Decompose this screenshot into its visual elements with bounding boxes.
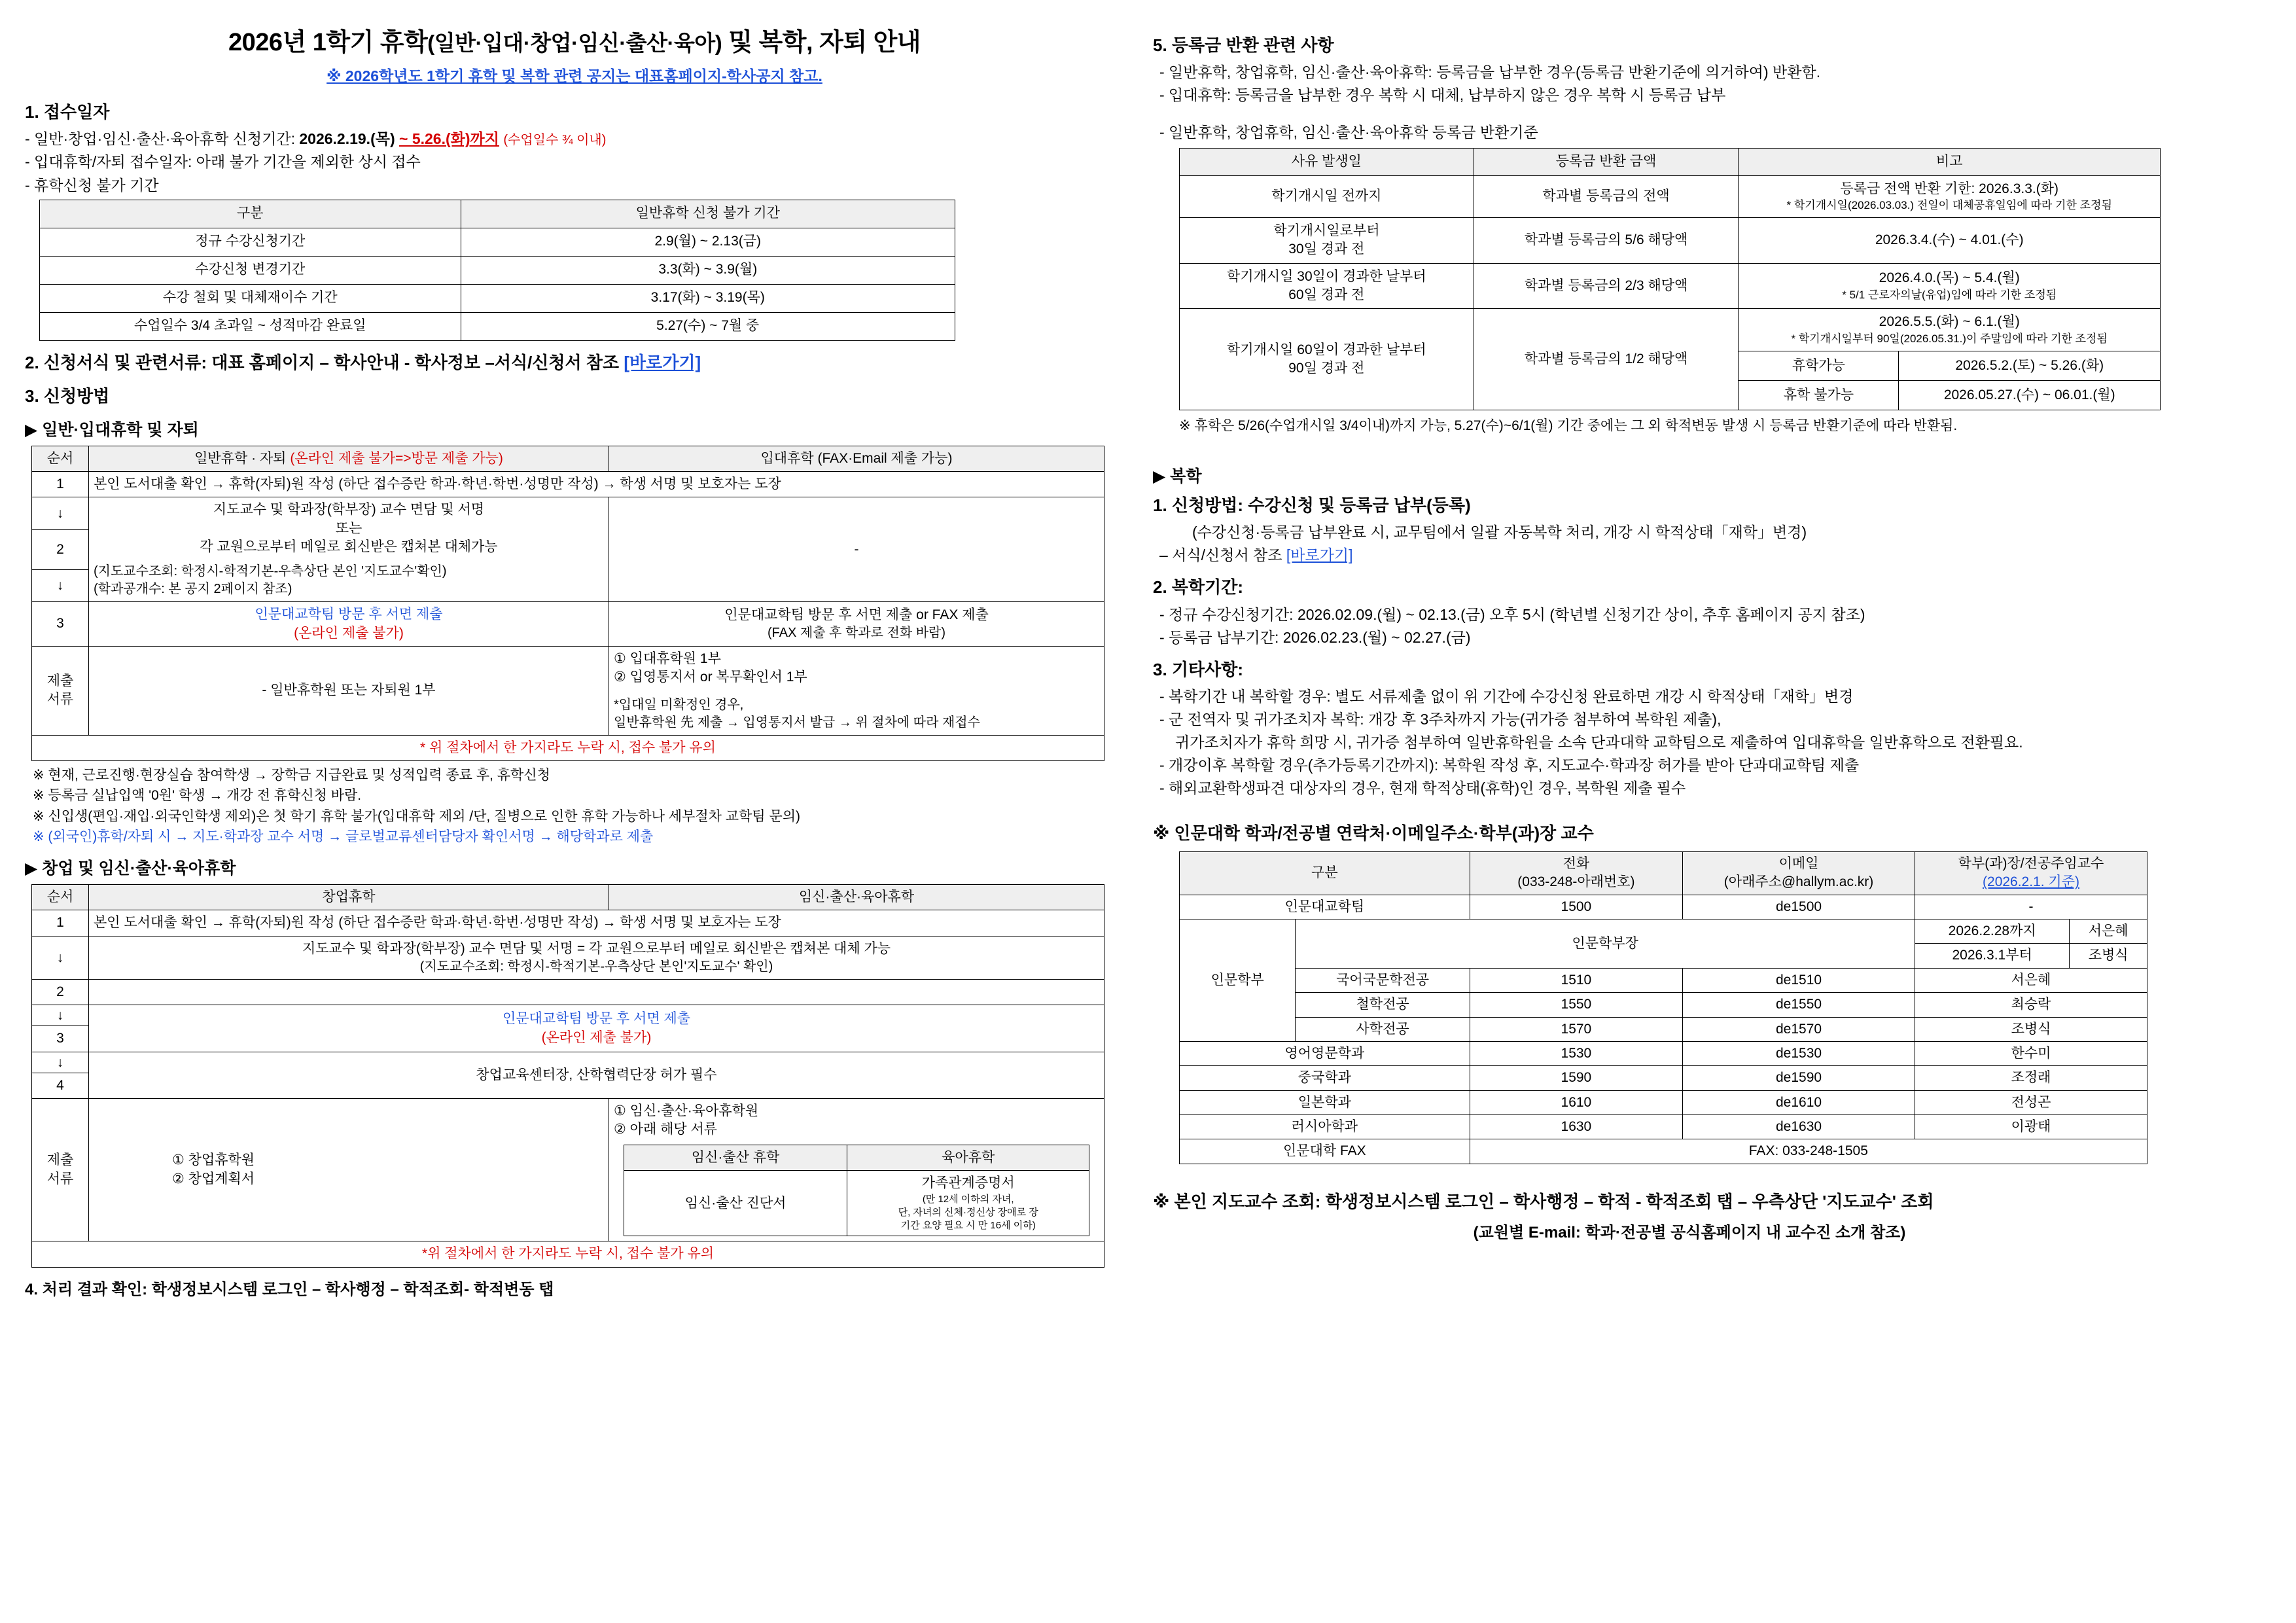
s6-n1-title: 1. 신청방법: 수강신청 및 등록금 납부(등록): [1153, 495, 1471, 516]
cell-tel: 1570: [1470, 1017, 1682, 1041]
order-3: 3: [32, 1026, 89, 1052]
col-division: 구분: [1180, 852, 1470, 895]
leave-impossible-label: 휴학 불가능: [1739, 381, 1899, 410]
col-chair-sub: (2026.2.1. 기준): [1983, 874, 2079, 890]
table-row: [1180, 1090, 2147, 1115]
submit-right-2: ② 입영통지서 or 복무확인서 1부: [614, 669, 807, 685]
section-5-heading: 5. 등록금 반환 관련 사항: [1153, 35, 1334, 55]
cell-fax: FAX: 033-248-1505: [1470, 1139, 2147, 1164]
s6-n2-title: 2. 복학기간:: [1153, 577, 1244, 597]
left-column: [25, 22, 1124, 1300]
table-header-row: [1180, 852, 2147, 895]
cell-chair: -: [1915, 895, 2147, 919]
cell-email: de1530: [1683, 1041, 1915, 1065]
cell-email: de1550: [1683, 993, 1915, 1017]
table-header-row: [40, 200, 955, 228]
col-military: 입대휴학 (FAX·Email 제출 가능): [609, 446, 1104, 471]
s6-n3-item-5: - 해외교환학생파견 대상자의 경우, 현재 학적상태(휴학)인 경우, 복학원 제출 필수: [1159, 779, 1686, 796]
s1-l1-label: - 일반·창업·임신·출산·육아휴학 신청기간:: [25, 130, 295, 148]
cell-chair: 이광태: [1915, 1115, 2147, 1139]
cell-chair-name-1: 서은혜: [2070, 919, 2147, 944]
table-row: [32, 471, 1104, 497]
table-row: [32, 936, 1104, 979]
cell-email: de1590: [1683, 1066, 1915, 1090]
s6-n1-sub: (수강신청·등록금 납부완료 시, 교무팀에서 일괄 자동복학 처리, 개강 시 학적상태「재학」변경): [1192, 524, 1807, 541]
col-email-sub: (아래주소@hallym.ac.kr): [1723, 874, 1874, 890]
cell-remark-split: [1739, 380, 2161, 410]
s1-l1-note: (수업일수 ¾ 이내): [503, 133, 607, 148]
s5-line-2: - 입대휴학: 등록금을 납부한 경우 복학 시 대체, 납부하지 않은 경우 복학 시 등록금 납부: [1159, 86, 1726, 104]
order-arrow: ↓: [32, 569, 89, 602]
cell-chair: 서은혜: [1915, 968, 2147, 992]
col-maternity: 임신·출산·육아휴학: [609, 885, 1104, 910]
cell-remark: 2026.3.4.(수) ~ 4.01.(수): [1739, 217, 2161, 263]
table-row: [1180, 968, 2147, 992]
section-1-heading: 1. 접수일자: [25, 102, 110, 122]
unavailable-period-table: [39, 200, 955, 341]
remark-main: 2026.4.0.(목) ~ 5.4.(월): [1879, 270, 2020, 286]
col-chair-label: 학부(과)장/전공주임교수: [1958, 856, 2104, 872]
cell-dept: 일본학과: [1180, 1090, 1470, 1115]
s6-n2-a: - 정규 수강신청기간: 2026.02.09.(월) ~ 02.13.(금) 오후 5시 (학년별 신청기간 상이, 추후 홈페이지 공지 참조): [1159, 605, 1865, 623]
cell-dept: 영어영문학과: [1180, 1041, 1470, 1065]
cell-period: 3.3(화) ~ 3.9(월): [461, 256, 955, 284]
col-startup: 창업휴학: [89, 885, 609, 910]
table-row: [1739, 381, 2160, 410]
submit-startup-1: ① 창업휴학원: [172, 1152, 255, 1168]
table-row: [32, 1241, 1104, 1267]
cell-dept: 국어국문학전공: [1296, 968, 1470, 992]
order-arrow: ↓: [32, 1005, 89, 1026]
step-2-desc: [89, 936, 1104, 979]
col-general-note: (온라인 제출 불가=>방문 제출 가능): [290, 450, 503, 466]
cell-email: de1570: [1683, 1017, 1915, 1041]
cell-chair: 최승락: [1915, 993, 2147, 1017]
step-3-b: (온라인 제출 불가): [541, 1029, 652, 1045]
table-row: [40, 228, 955, 256]
cell-period: 2.9(월) ~ 2.13(금): [461, 228, 955, 256]
leave-possible-date: 2026.5.2.(토) ~ 5.26.(화): [1955, 357, 2104, 373]
table-row: [1180, 895, 2147, 919]
order-arrow: ↓: [32, 936, 89, 979]
remark-sub: * 5/1 근로자의날(유업)임에 따라 기한 조정됨: [1842, 288, 2057, 301]
step-3-right-2: (FAX 제출 후 학과로 전화 바람): [767, 626, 946, 641]
title-tail: 및 복학, 자퇴 안내: [728, 29, 921, 56]
inner-childcare-4: 기간 요양 필요 시 만 16세 이하): [900, 1220, 1036, 1232]
maternity-doc-inner-table: [624, 1145, 1089, 1236]
table-row: [1180, 919, 2147, 944]
table-row: [32, 602, 1104, 647]
table-row: [1180, 993, 2147, 1017]
inner-childcare-2: (만 12세 이하의 자녀,: [922, 1193, 1014, 1205]
cell-humanities-chair: 인문학부장: [1296, 919, 1915, 969]
step-2-spacer: [89, 980, 1104, 1005]
table-header-row: [1180, 149, 2161, 175]
cell-chair-period-1: 2026.2.28까지: [1915, 919, 2070, 944]
step-2-a: 지도교수 및 학과장(학부장) 교수 면담 및 서명: [213, 502, 485, 518]
table-row: [1180, 1066, 2147, 1090]
cell-tel: 1630: [1470, 1115, 1682, 1139]
step-3-left-2: (온라인 제출 불가): [294, 625, 404, 641]
step-2-a: 지도교수 및 학과장(학부장) 교수 면담 및 서명 = 각 교원으로부터 메일로 회신받은 캡쳐본 대체 가능: [302, 940, 891, 956]
remark-main: 2026.5.5.(화) ~ 6.1.(월): [1879, 314, 2020, 330]
page-title: [25, 26, 1124, 60]
step-2-b: 각 교원으로부터 메일로 회신받은 캡쳐본 대체가능: [200, 539, 498, 554]
s5-line-1: - 일반휴학, 창업휴학, 임신·출산·육아휴학: 등록금을 납부한 경우(등록금 반환기준에 의거하여) 반환함.: [1159, 63, 1821, 81]
step-2-d: (학과공개수: 본 공지 2페이지 참조): [94, 582, 292, 597]
table-row: [40, 284, 955, 312]
col-reason-date: 사유 발생일: [1180, 149, 1474, 175]
cell-div: 수업일수 3/4 초과일 ~ 성적마감 완료일: [40, 312, 461, 340]
col-div: 구분: [40, 200, 461, 228]
s1-line-1: [25, 129, 1124, 149]
step-4-desc: 창업교육센터장, 산학협력단장 허가 필수: [89, 1052, 1104, 1098]
remark-sub: * 학기개시일부터 90일(2026.05.31.)이 주말임에 따라 기한 조정됨: [1791, 332, 2108, 345]
step-3-right: [609, 602, 1104, 647]
col-tel: [1470, 852, 1682, 895]
cell-dept: 인문대교학팀: [1180, 895, 1470, 919]
submit-right-3: *입대일 미확정인 경우,: [614, 697, 744, 712]
s6-n3-item-4: - 개강이후 복학할 경우(추가등록기간까지): 복학원 작성 후, 지도교수·학과장 허가를 받아 단과대교학팀 제출: [1159, 756, 1860, 774]
order-1: 1: [32, 910, 89, 936]
cell-tel: 1590: [1470, 1066, 1682, 1090]
cell-remark: [1739, 263, 2161, 309]
order-3: 3: [32, 602, 89, 647]
table-row: [624, 1171, 1089, 1236]
cell-remark: [1739, 309, 2161, 351]
inner-childcare-doc: [847, 1171, 1089, 1236]
cell-email: de1510: [1683, 968, 1915, 992]
submit-maternity-1: ① 임신·출산·육아휴학원: [614, 1103, 759, 1119]
cell-amount: 학과별 등록금의 1/2 해당액: [1474, 309, 1739, 410]
step-3-a: 인문대교학팀 방문 후 서면 제출: [502, 1011, 691, 1027]
submit-docs-left: [89, 646, 609, 735]
table-row: [32, 735, 1104, 760]
subtitle-note: ※ 2026학년도 1학기 휴학 및 복학 관련 공지는 대표홈페이지-학사공지 참고.: [327, 67, 822, 85]
cell-amount: 학과별 등록금의 5/6 해당액: [1474, 217, 1739, 263]
order-2: 2: [32, 529, 89, 569]
table-row: [1180, 1017, 2147, 1041]
step-1-desc: 본인 도서대출 확인 → 휴학(자퇴)원 작성 (하단 접수증란 학과·학년·학번·성명만 작성) → 학생 서명 및 보호자는 도장: [89, 910, 1104, 936]
table-row: [1180, 263, 2161, 309]
cell-chair: 한수미: [1915, 1041, 2147, 1065]
order-arrow: ↓: [32, 1052, 89, 1073]
s6-form-link[interactable]: [바로가기]: [1286, 546, 1353, 564]
cell-tel: 1550: [1470, 993, 1682, 1017]
col-order: 순서: [32, 446, 89, 471]
s6-n3-title: 3. 기타사항:: [1153, 659, 1244, 679]
submit-startup-2: ② 창업계획서: [172, 1171, 255, 1186]
table-row: [32, 980, 1104, 1005]
cell-dept: 중국학과: [1180, 1066, 1470, 1090]
general-notes: [33, 766, 1124, 846]
submit-docs-label: 제출 서류: [32, 1099, 89, 1241]
cell-amount: 학과별 등록금의 전액: [1474, 175, 1739, 217]
department-contact-table: [1179, 851, 2147, 1164]
table-row: [1180, 309, 2161, 351]
inner-col-childcare: 육아휴학: [847, 1145, 1089, 1170]
col-period: 일반휴학 신청 불가 기간: [461, 200, 955, 228]
cell-dept: 사학전공: [1296, 1017, 1470, 1041]
s7-foot-1: ※ 본인 지도교수 조회: 학생정보시스템 로그인 – 학사행정 – 학적 - 학적조회 탭 – 우측상단 '지도교수' 조회: [1153, 1191, 1934, 1211]
leave-possible-label: 휴학가능: [1739, 351, 1899, 380]
table-row: [40, 312, 955, 340]
s6-n1-form: [1153, 545, 2226, 565]
refund-footnote: ※ 휴학은 5/26(수업개시일 3/4이내)까지 가능, 5.27(수)~6/1(월) 기간 중에는 그 외 학적변동 발생 시 등록금 반환기준에 따라 반환됨.: [1179, 418, 1958, 434]
inner-childcare-1: 가족관계증명서: [921, 1175, 1015, 1191]
s2-link[interactable]: [바로가기]: [624, 352, 701, 372]
col-order: 순서: [32, 885, 89, 910]
cell-dept: 철학전공: [1296, 993, 1470, 1017]
table-row: [1180, 1041, 2147, 1065]
s1-l1-date: 2026.2.19.(목): [299, 130, 395, 148]
s1-line-3: - 휴학신청 불가 기간: [25, 176, 159, 194]
cell-remark: [1739, 175, 2161, 217]
s2-text: 2. 신청서식 및 관련서류: 대표 홈페이지 – 학사안내 - 학사정보 –서식/신청서 참조: [25, 352, 620, 372]
order-2: 2: [32, 980, 89, 1005]
note-3: ※ 신입생(편입·재입·외국인학생 제외)은 첫 학기 휴학 불가(입대휴학 제외 /단, 질병으로 인한 휴학 가능하나 세부절차 교학팀 문의): [33, 808, 801, 824]
note-2: ※ 등록금 실납입액 '0원' 학생 → 개강 전 휴학신청 바람.: [33, 788, 362, 804]
inner-col-birth: 임신·출산 휴학: [624, 1145, 847, 1170]
s3-sub1-heading: ▶ 일반·입대휴학 및 자퇴: [25, 420, 199, 439]
warning-text: * 위 절차에서 한 가지라도 누락 시, 접수 불가 유의: [32, 735, 1104, 760]
s6-n3-item-1: - 복학기간 내 복학할 경우: 별도 서류제출 없이 위 기간에 수강신청 완료하면 개강 시 학적상태「재학」변경: [1159, 687, 1854, 705]
table-row: [1180, 1115, 2147, 1139]
table-row: [1739, 351, 2160, 380]
cell-reason: 학기개시일 60일이 경과한 날부터 90일 경과 전: [1180, 309, 1474, 410]
table-row: [1180, 175, 2161, 217]
cell-email: de1500: [1683, 895, 1915, 919]
s7-foot-2: (교원별 E-mail: 학과·전공별 공식홈페이지 내 교수진 소개 참조): [1473, 1223, 1906, 1241]
cell-tel: 1510: [1470, 968, 1682, 992]
col-chair: [1915, 852, 2147, 895]
right-column: [1153, 22, 2226, 1246]
col-email: [1683, 852, 1915, 895]
cell-div: 수강신청 변경기간: [40, 256, 461, 284]
warning-text: *위 절차에서 한 가지라도 누락 시, 접수 불가 유의: [32, 1241, 1104, 1267]
step-2-c: (지도교수조회: 학정시-학적기본-우측상단 본인 '지도교수'확인): [94, 564, 447, 579]
cell-div: 정규 수강신청기간: [40, 228, 461, 256]
submit-startup: [89, 1099, 609, 1241]
title-paren: (일반·입대·창업·임신·출산·육아): [427, 31, 722, 55]
col-tel-label: 전화: [1563, 856, 1590, 872]
cell-reason: 학기개시일 전까지: [1180, 175, 1474, 217]
cell-reason: 학기개시일로부터 30일 경과 전: [1180, 217, 1474, 263]
cell-chair: 조병식: [1915, 1017, 2147, 1041]
submit-docs-right: [609, 646, 1104, 735]
step-3-desc: [89, 1005, 1104, 1052]
cell-dept: 인문대학 FAX: [1180, 1139, 1470, 1164]
section-3-heading: 3. 신청방법: [25, 385, 110, 406]
s1-line-2: - 입대휴학/자퇴 접수일자: 아래 불가 기간을 제외한 상시 접수: [25, 153, 421, 171]
cell-chair-name-2: 조병식: [2070, 944, 2147, 968]
step-2-right: -: [609, 497, 1104, 602]
cell-dept: 러시아학과: [1180, 1115, 1470, 1139]
inner-birth-doc: 임신·출산 진단서: [624, 1171, 847, 1236]
col-remark: 비고: [1739, 149, 2161, 175]
table-row: [32, 1052, 1104, 1073]
s3-sub2-heading: ▶ 창업 및 임신·출산·육아휴학: [25, 859, 236, 878]
table-row: [1180, 217, 2161, 263]
table-header-row: [32, 885, 1104, 910]
col-general-label: 일반휴학 · 자퇴: [194, 450, 287, 466]
inner-childcare-3: 단, 자녀의 신체·정신상 장애로 장: [898, 1206, 1038, 1218]
startup-maternity-process-table: [31, 884, 1104, 1268]
step-3-left-1: 인문대교학팀 방문 후 서면 제출: [255, 607, 443, 622]
section-7-heading: ※ 인문대학 학과/전공별 연락처·이메일주소·학부(과)장 교수: [1153, 823, 1594, 843]
cell-period: 3.17(화) ~ 3.19(목): [461, 284, 955, 312]
cell-period: 5.27(수) ~ 7월 중: [461, 312, 955, 340]
s1-l1-range: ~ 5.26.(화)까지: [399, 130, 499, 148]
s6-n2-b: - 등록금 납부기간: 2026.02.23.(월) ~ 02.27.(금): [1159, 628, 1471, 646]
cell-tel: 1530: [1470, 1041, 1682, 1065]
section-2-heading: [25, 351, 1124, 374]
cell-group-humanities: 인문학부: [1180, 919, 1296, 1042]
step-2-or: 또는: [335, 520, 362, 536]
table-row: [32, 1005, 1104, 1026]
cell-chair: 조정래: [1915, 1066, 2147, 1090]
submit-right-4: 일반휴학원 先 제출 → 입영통지서 발급 → 위 절차에 따라 재접수: [614, 715, 980, 730]
cell-tel: 1500: [1470, 895, 1682, 919]
refund-criteria-table: [1179, 148, 2161, 410]
leave-impossible-table: [1739, 381, 2160, 410]
remark-sub: * 학기개시일(2026.03.03.) 전일이 대체공휴일임에 따라 기한 조정됨: [1786, 198, 2112, 211]
step-3-right-1: 인문대교학팀 방문 후 서면 제출 or FAX 제출: [724, 607, 989, 622]
submit-docs-label: 제출 서류: [32, 646, 89, 735]
cell-remark-split: [1739, 351, 2161, 380]
title-main: 2026년 1학기 휴학: [228, 29, 428, 56]
submit-left-text: - 일반휴학원 또는 자퇴원 1부: [262, 683, 436, 698]
table-row: [32, 1099, 1104, 1241]
note-1: ※ 현재, 근로진행·현장실습 참여학생 → 장학금 지급완료 및 성적입력 종료 후, 휴학신청: [33, 767, 550, 783]
step-3-left: [89, 602, 609, 647]
cell-tel: 1610: [1470, 1090, 1682, 1115]
general-leave-process-table: [31, 446, 1104, 761]
s6-n3-item-2: - 군 전역자 및 귀가조치자 복학: 개강 후 3주차까지 가능(귀가증 첨부하여 복학원 제출),: [1159, 710, 1722, 728]
table-row: [40, 256, 955, 284]
note-4: ※ (외국인)휴학/자퇴 시 → 지도·학과장 교수 서명 → 글로벌교류센터담당자 확인서명 → 해당학과로 제출: [33, 829, 654, 844]
cell-reason: 학기개시일 30일이 경과한 날부터 60일 경과 전: [1180, 263, 1474, 309]
remark-main: 등록금 전액 반환 기한: 2026.3.3.(화): [1840, 181, 2058, 196]
cell-amount: 학과별 등록금의 2/3 해당액: [1474, 263, 1739, 309]
col-tel-sub: (033-248-아래번호): [1517, 874, 1635, 890]
leave-possible-table: [1739, 351, 2160, 380]
s6-form-text: – 서식/신청서 참조: [1159, 546, 1282, 564]
s6-n3-item-3: 귀가조치자가 휴학 희망 시, 귀가증 첨부하여 일반휴학원을 소속 단과대학 교학팀으로 제출하여 입대휴학을 일반휴학으로 전환필요.: [1175, 733, 2023, 751]
table-row: [32, 910, 1104, 936]
order-4: 4: [32, 1073, 89, 1098]
cell-div: 수강 철회 및 대체재이수 기간: [40, 284, 461, 312]
cell-chair: 전성곤: [1915, 1090, 2147, 1115]
leave-impossible-date: 2026.05.27.(수) ~ 06.01.(월): [1943, 387, 2115, 402]
table-header-row: [624, 1145, 1089, 1170]
cell-email: de1630: [1683, 1115, 1915, 1139]
section-4-heading: 4. 처리 결과 확인: 학생정보시스템 로그인 – 학사행정 – 학적조회- 학적변동 탭: [25, 1280, 554, 1298]
submit-maternity-2: ② 아래 해당 서류: [614, 1122, 718, 1137]
step-1-desc: [89, 471, 1104, 497]
cell-email: de1610: [1683, 1090, 1915, 1115]
table-row: [1180, 1139, 2147, 1164]
submit-maternity: [609, 1099, 1104, 1241]
step-1-text: 본인 도서대출 확인 → 휴학(자퇴)원 작성 (하단 접수증란 학과·학년·학번·성명만 작성) → 학생 서명 및 보호자는 도장: [94, 476, 781, 491]
col-refund-amount: 등록금 반환 금액: [1474, 149, 1739, 175]
order-arrow: ↓: [32, 497, 89, 530]
order-1: 1: [32, 471, 89, 497]
section-6-heading: ▶ 복학: [1153, 467, 1202, 486]
cell-chair-period-2: 2026.3.1부터: [1915, 944, 2070, 968]
col-email-label: 이메일: [1778, 856, 1819, 872]
submit-right-1: ① 입대휴학원 1부: [614, 651, 721, 666]
table-header-row: [32, 446, 1104, 471]
step-2-b: (지도교수조회: 학정시-학적기본-우측상단 본인'지도교수' 확인): [419, 959, 773, 974]
col-general: [89, 446, 609, 471]
step-2-desc: [89, 497, 609, 602]
s5-line-3: - 일반휴학, 창업휴학, 임신·출산·육아휴학 등록금 반환기준: [1159, 124, 1538, 141]
table-row: [32, 646, 1104, 735]
table-row: [32, 497, 1104, 530]
